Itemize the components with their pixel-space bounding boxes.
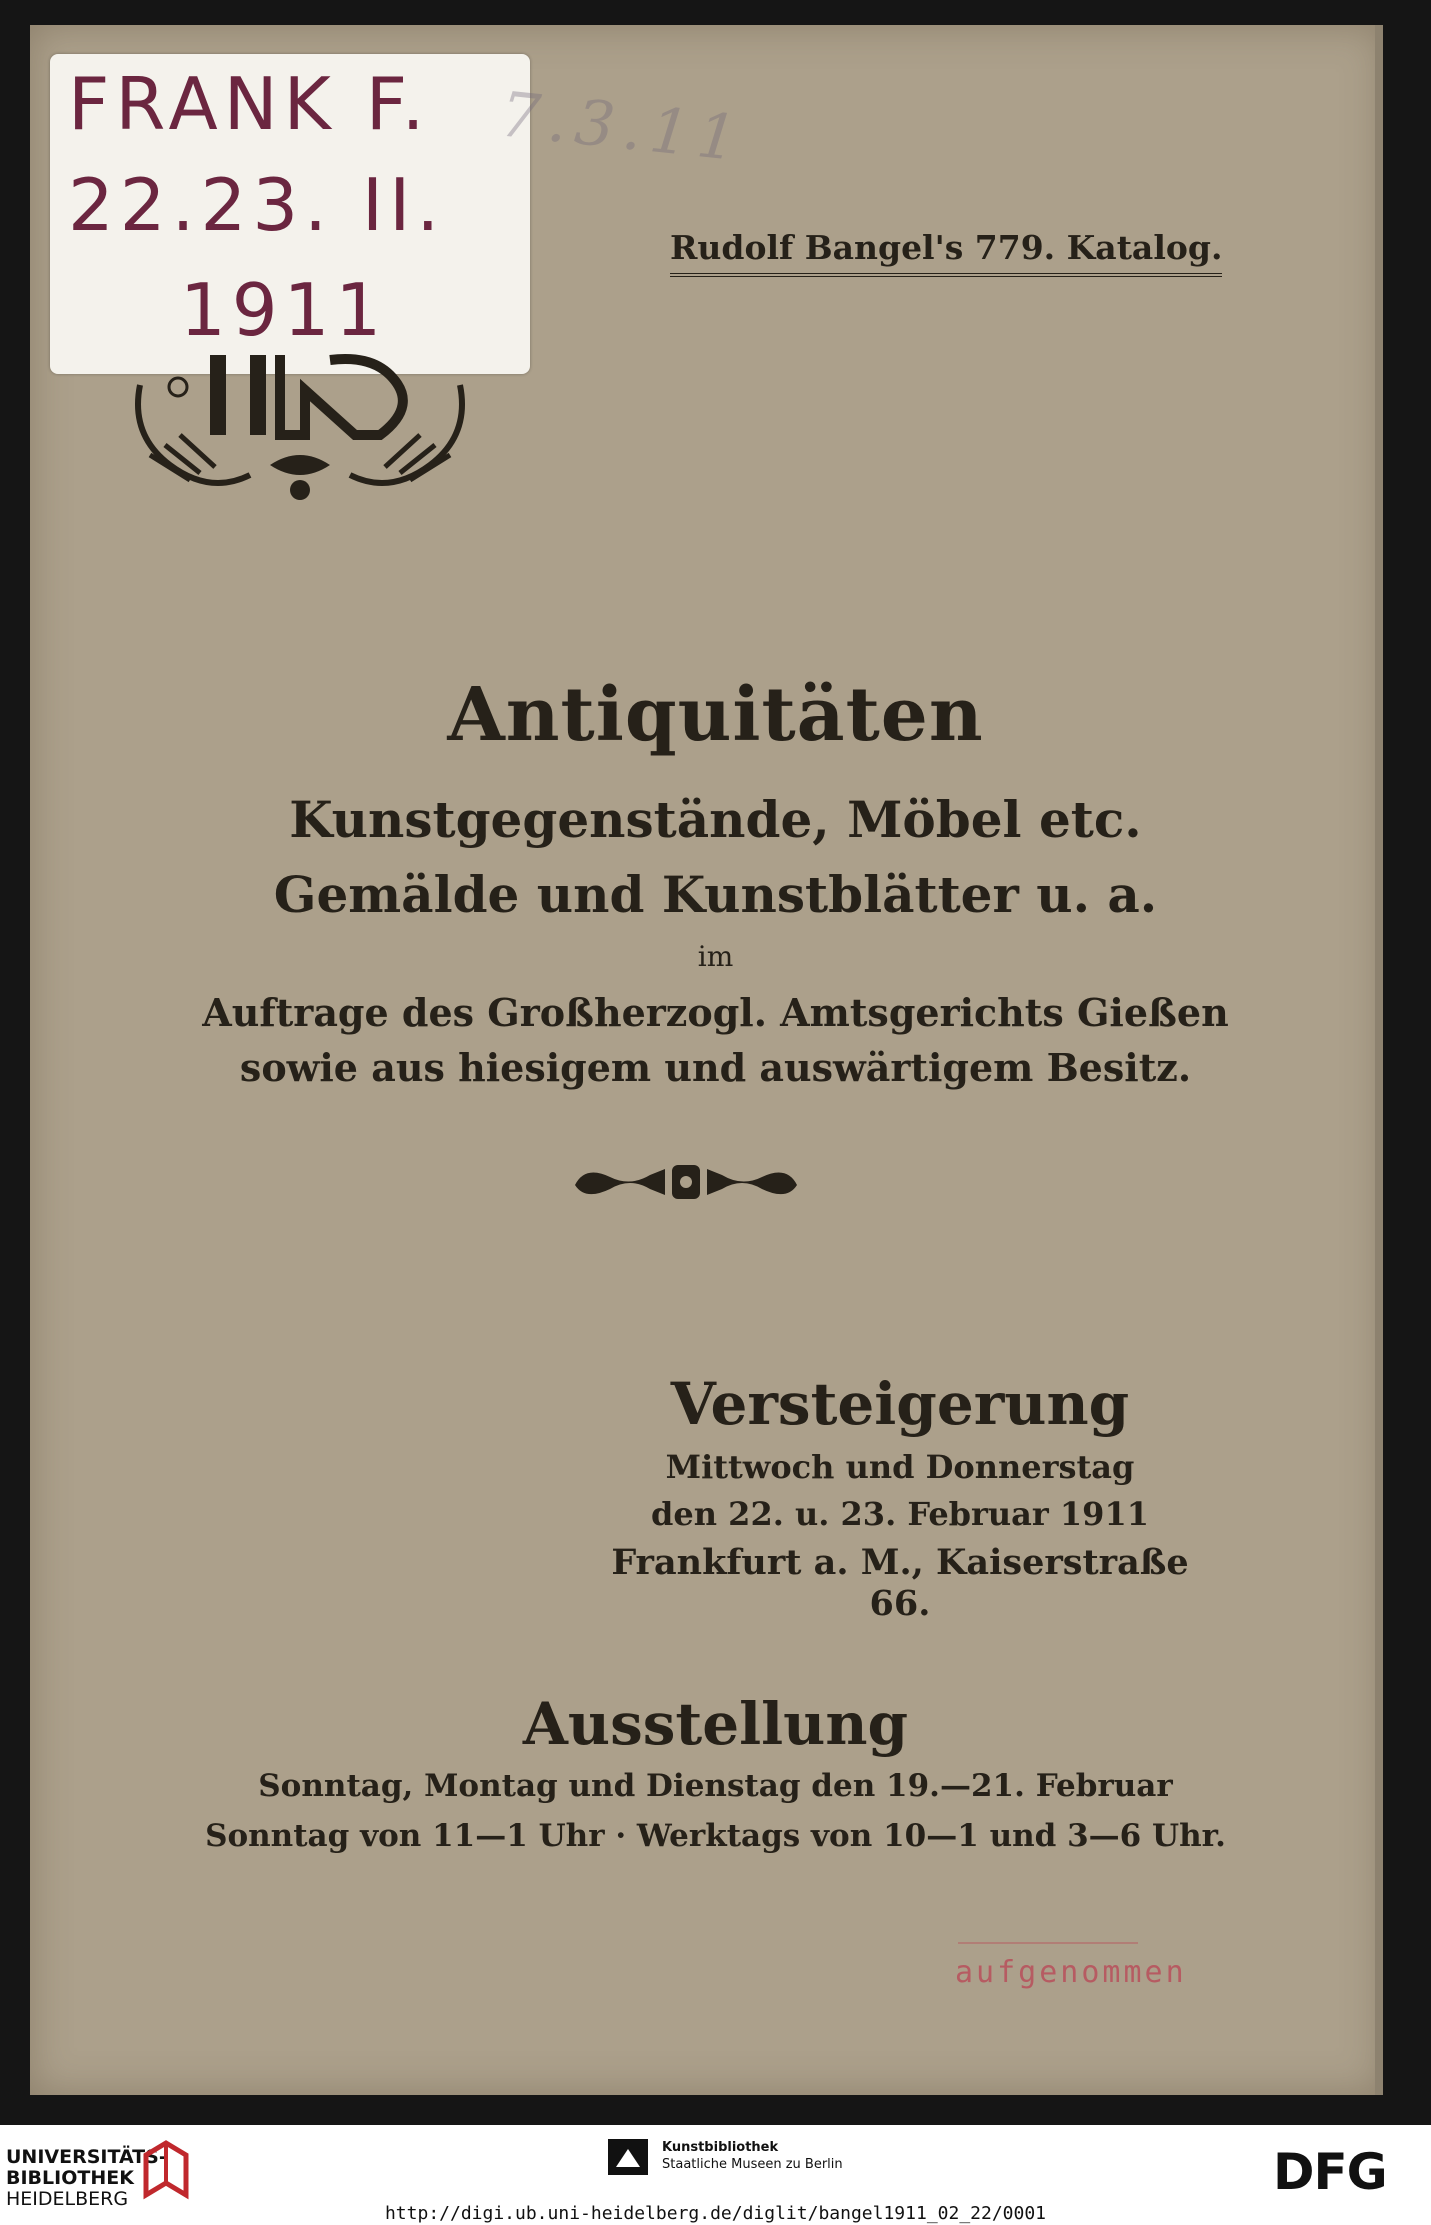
catalog-number: Rudolf Bangel's 779. Katalog.	[670, 228, 1222, 277]
subtitle-gemaelde: Gemälde und Kunstblätter u. a.	[273, 865, 1158, 924]
uni-line-1: UNIVERSITÄTS-	[6, 2146, 167, 2168]
exhibition-days: Sonntag, Montag und Dienstag den 19.—21. Februar	[258, 1768, 1173, 1804]
dfg-logo: DFG	[1273, 2143, 1387, 2201]
subtitle-auftrage: Auftrage des Großherzogl. Amtsgerichts Gießen	[202, 990, 1229, 1035]
uni-line-3: HEIDELBERG	[6, 2188, 129, 2210]
stamp-rule	[958, 1942, 1138, 1944]
received-stamp: aufgenommen	[955, 1955, 1187, 1990]
permalink-url[interactable]: http://digi.ub.uni-heidelberg.de/diglit/bangel1911_02_22/0001	[384, 2203, 1047, 2224]
subtitle-im: im	[697, 940, 734, 973]
publisher-monogram-icon	[130, 345, 470, 515]
heidelberg-book-icon	[140, 2135, 192, 2201]
auction-place: Frankfurt a. M., Kaiserstraße 66.	[611, 1542, 1189, 1624]
label-line-2: 22.23. II.	[68, 163, 446, 247]
kunstbibliothek-icon	[608, 2139, 648, 2175]
title-antiquitaeten: Antiquitäten	[447, 672, 984, 758]
auction-days: Mittwoch und Donnerstag	[665, 1448, 1135, 1486]
subtitle-kunstgegenstaende: Kunstgegenstände, Möbel etc.	[289, 790, 1142, 849]
label-line-3: 1911	[180, 268, 388, 352]
ornament-divider-icon	[570, 1157, 802, 1207]
kunstbibliothek-text	[662, 2139, 843, 2173]
digitization-footer	[0, 2125, 1431, 2225]
auction-heading: Versteigerung	[670, 1370, 1130, 1438]
library-shelf-label	[50, 54, 530, 374]
uni-line-2: BIBLIOTHEK	[6, 2167, 134, 2189]
exhibition-heading: Ausstellung	[522, 1690, 909, 1758]
kb-line-2: Staatliche Museen zu Berlin	[662, 2157, 843, 2172]
subtitle-besitz: sowie aus hiesigem und auswärtigem Besitz.	[239, 1045, 1192, 1090]
auction-date: den 22. u. 23. Februar 1911	[651, 1495, 1149, 1533]
label-line-1: FRANK F.	[68, 62, 431, 146]
kb-line-1: Kunstbibliothek	[662, 2140, 779, 2155]
exhibition-hours: Sonntag von 11—1 Uhr · Werktags von 10—1 und 3—6 Uhr.	[205, 1818, 1226, 1854]
pencil-annotation: 7.3.11	[496, 77, 749, 176]
